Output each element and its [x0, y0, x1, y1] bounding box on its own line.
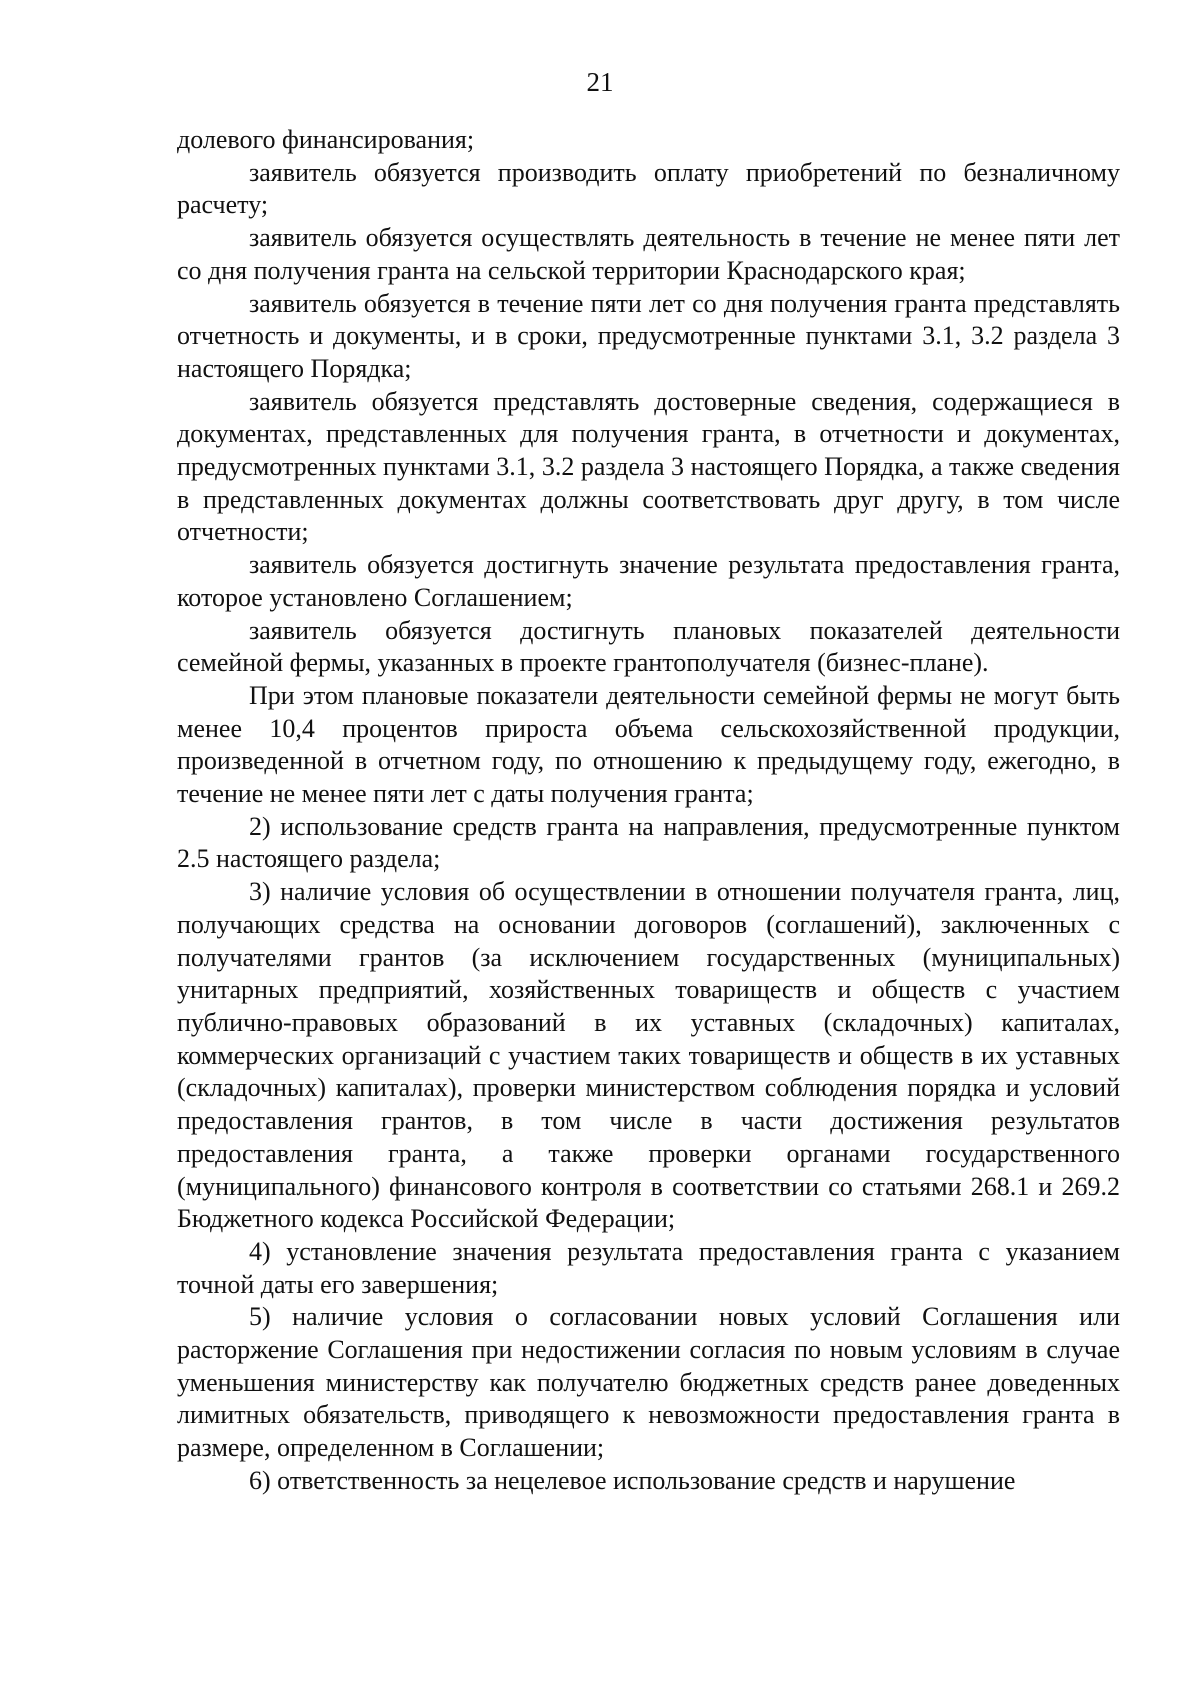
- paragraph-item-3: 3) наличие условия об осуществлении в отношении получателя гранта, лиц, получающих средства на основании договоров (соглашений), заключенных с получателями грантов (за исключением государственных (муниципальных) унитарных предприятий, хозяйственных товариществ и обществ с участием публично-правовых образований в их уставных (складочных) капиталах, коммерческих организаций с участием таких товариществ и обществ в их уставных (складочных) капиталах), проверки министерством соблюдения порядка и условий предоставления грантов, в том числе в части достижения результатов предоставления гранта, а также проверки органами государственного (муниципального) финансового контроля в соответствии со статьями 268.1 и 269.2 Бюджетного кодекса Российской Федерации;: [177, 877, 1120, 1234]
- paragraph-item-4: 4) установление значения результата предоставления гранта с указанием точной даты его завершения;: [177, 1236, 1120, 1299]
- paragraph-growth-rate: При этом плановые показатели деятельности семейной фермы не могут быть менее 10,4 процентов прироста объема сельскохозяйственной продукции, произведенной в отчетном году, по отношению к предыдущему году, ежегодно, в течение не менее пяти лет с даты получения гранта;: [177, 680, 1120, 809]
- paragraph-activity-term: заявитель обязуется осуществлять деятельность в течение не менее пяти лет со дня получения гранта на сельской территории Краснодарского края;: [177, 223, 1120, 285]
- paragraph-item-5: 5) наличие условия о согласовании новых условий Соглашения или расторжение Соглашения при недостижении согласия по новым условиям в случае уменьшения министерству как получателю бюджетных средств ранее доведенных лимитных обязательств, приводящего к невозможности предоставления гранта в размере, определенном в Соглашении;: [177, 1302, 1120, 1463]
- paragraph-item-2: 2) использование средств гранта на направления, предусмотренные пунктом 2.5 настоящего раздела;: [177, 811, 1120, 874]
- paragraph-planned-indicators: заявитель обязуется достигнуть плановых показателей деятельности семейной фермы, указанных в проекте грантополучателя (бизнес-плане).: [177, 615, 1120, 678]
- document-body: [177, 124, 1120, 1498]
- paragraph-continuation: долевого финансирования;: [177, 125, 475, 154]
- paragraph-item-6: 6) ответственность за нецелевое использование средств и нарушение: [249, 1465, 1016, 1495]
- paragraph-reliable-info: заявитель обязуется представлять достоверные сведения, содержащиеся в документах, представленных для получения гранта, в отчетности и документах, предусмотренных пунктами 3.1, 3.2 раздела 3 настоящего Порядка, а также сведения в представленных документах должны соответствовать друг другу, в том числе отчетности;: [177, 386, 1120, 547]
- paragraph-result-value: заявитель обязуется достигнуть значение результата предоставления гранта, которое установлено Соглашением;: [177, 550, 1120, 612]
- page-number: 21: [586, 67, 614, 97]
- paragraph-reporting: заявитель обязуется в течение пяти лет со дня получения гранта представлять отчетность и документы, и в сроки, предусмотренные пунктами 3.1, 3.2 раздела 3 настоящего Порядка;: [177, 288, 1120, 383]
- paragraph-payment-cashless: заявитель обязуется производить оплату приобретений по безналичному расчету;: [177, 157, 1120, 220]
